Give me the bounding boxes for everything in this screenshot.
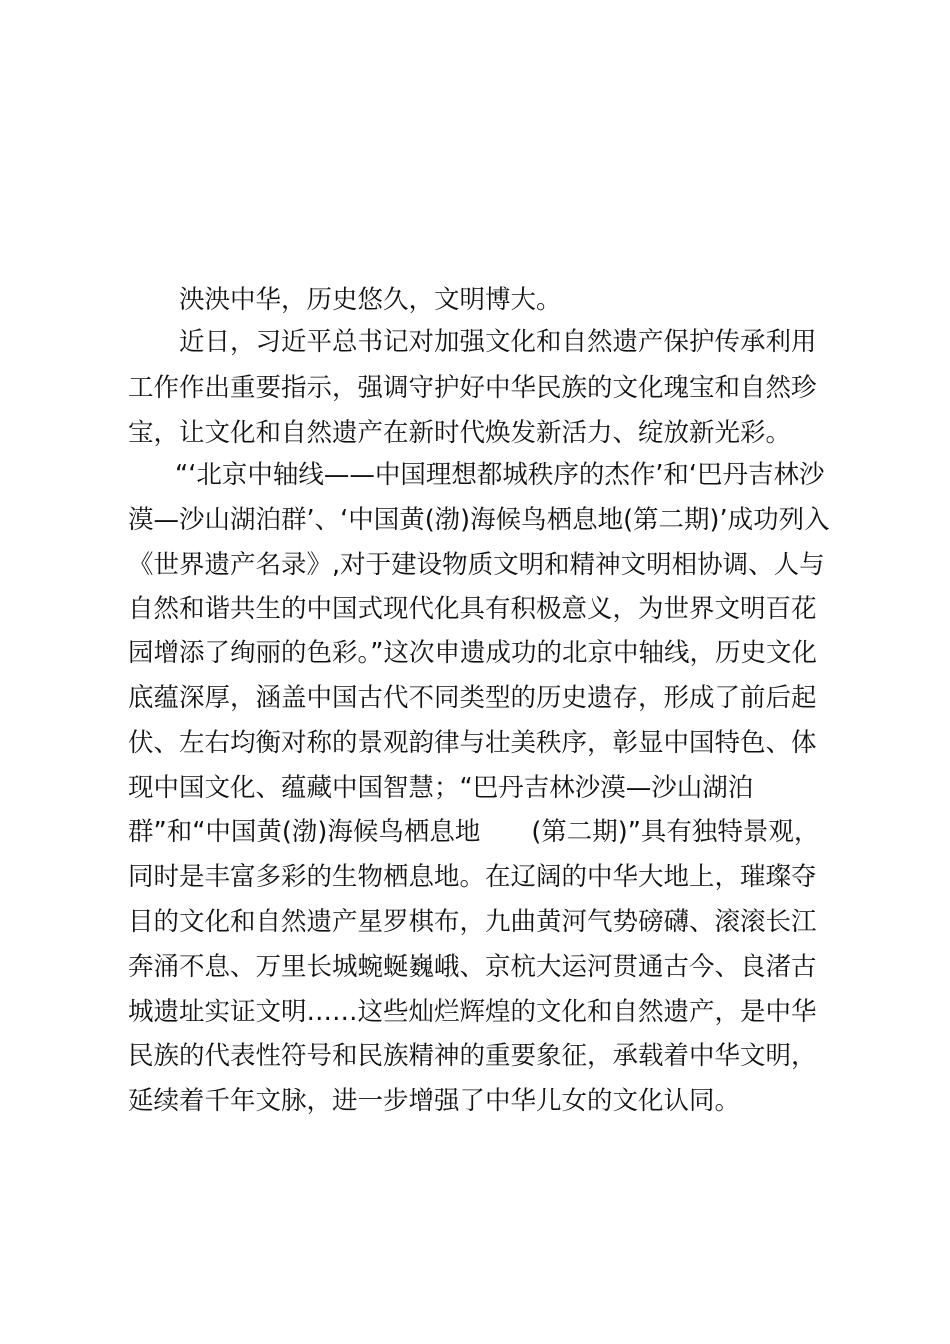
body-line-1: 泱泱中华，历史悠久，文明博大。 [179, 285, 562, 315]
body-line-2: 近日，习近平总书记对加强文化和自然遗产保护传承利用 [179, 327, 817, 357]
body-line-3: 工作作出重要指示，强调守护好中华民族的文化瑰宝和自然珍 [128, 373, 817, 403]
body-line-14: 同时是丰富多彩的生物栖息地。在辽阔的中华大地上，璀璨夺 [128, 862, 817, 892]
body-line-19: 延续着千年文脉，进一步增强了中华儿女的文化认同。 [128, 1086, 741, 1116]
document-title-line-1 [0, 178, 950, 222]
body-line-5: “‘北京中轴线——中国理想都城秩序的杰作’和‘巴丹吉林沙 [175, 460, 825, 490]
body-line-18: 民族的代表性符号和民族精神的重要象征，承载着中华文明， [128, 1041, 817, 1071]
body-line-11: 伏、左右均衡对称的景观韵律与壮美秩序，彰显中国特色、体 [128, 728, 817, 758]
body-line-13: 群”和“中国黄(渤)海候鸟栖息地 (第二期)”具有独特景观， [128, 817, 820, 847]
body-line-12: 现中国文化、蕴藏中国智慧；“巴丹吉林沙漠—沙山湖泊 [128, 773, 754, 803]
body-line-6: 漠—沙山湖泊群’、‘中国黄(渤)海候鸟栖息地(第二期)’成功列入 [128, 505, 830, 535]
body-line-9: 园增添了绚丽的色彩。”这次申遗成功的北京中轴线，历史文化 [128, 638, 817, 668]
body-line-8: 自然和谐共生的中国式现代化具有积极意义，为世界文明百花 [128, 594, 817, 624]
body-line-16: 奔涌不息、万里长城蜿蜒巍峨、京杭大运河贯通古今、良渚古 [128, 952, 817, 982]
body-line-10: 底蕴深厚，涵盖中国古代不同类型的历史遗存，形成了前后起 [128, 683, 817, 713]
body-line-7: 《世界遗产名录》,对于建设物质文明和精神文明相协调、人与 [128, 550, 825, 580]
body-line-15: 目的文化和自然遗产星罗棋布，九曲黄河气势磅礴、滚滚长江 [128, 907, 817, 937]
document-title-line-2 [0, 228, 950, 272]
body-line-17: 城遗址实证文明……这些灿烂辉煌的文化和自然遗产，是中华 [128, 997, 817, 1027]
body-line-4: 宝，让文化和自然遗产在新时代焕发新活力、绽放新光彩。 [128, 418, 792, 448]
